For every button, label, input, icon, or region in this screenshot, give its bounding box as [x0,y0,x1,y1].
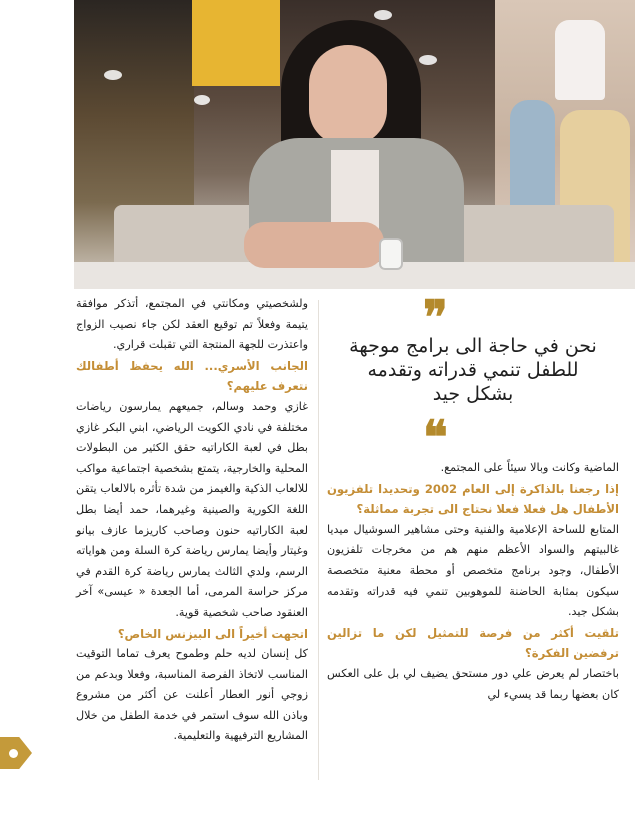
quote-open-icon: ❞ [423,290,448,344]
page-marker-tab [0,737,32,769]
person-face [309,45,387,145]
column-divider [318,300,319,780]
pull-quote [323,334,623,406]
quote-close-icon: ❝ [423,410,448,464]
pull-quote-block [323,290,623,464]
paragraph: ولشخصيتي ومكانتي في المجتمع، أتذكر موافقة يتيمة وفعلاً تم توقيع العقد لكن جاء نصيب الزواج واعتذرت للجهة المنتجة التي تقبلت قراري. [76,297,308,352]
paragraph: كل إنسان لديه حلم وطموح يعرف تماما التوقيت المناسب لاتخاذ الفرصة المناسبة، وفعلا وبدعم من زوجي أنور العطار أعلنت عن أكثر من مشروع وباذن الله سوف استمر في خدمة الطفل من خلال المشاريع الترفيهية والتعليمية. [76,647,308,743]
clothing-item [555,20,605,100]
smartwatch [379,238,403,270]
right-column [327,458,619,705]
bokeh-light [374,10,392,20]
background-sign [192,0,280,86]
pull-quote-line: للطفل تنمي قدراته وتقدمه [367,359,579,381]
pull-quote-line: نحن في حاجة الى برامج موجهة [349,335,597,357]
bokeh-light [194,95,210,105]
page-marker-dot [9,749,18,758]
question-heading: تلقيت أكثر من فرصة للتمثيل لكن ما تزالين ترفضين الفكرة؟ [327,625,619,661]
paragraph: المتابع للساحة الإعلامية والفنية وحتى مشاهير السوشيال ميديا غالبيتهم والسواد الأعظم منهم هم من مخرجات تلفزيون الأطفال، وجود برنامج متخصص أو محطة معنية متخصصة سيكون بمثابة الحاضنة للموهوبين تنمي فيه قدراته وتقدمه بشكل جيد. [327,522,619,619]
person-arm [244,222,384,268]
bokeh-light [419,55,437,65]
paragraph: باختصار لم يعرض علي دور مستحق يضيف لي بل على العكس كان بعضها ربما قد يسيء لي [327,666,619,701]
bokeh-light [104,70,122,80]
paragraph: الماضية وكانت وبالا سيئاً على المجتمع. [440,461,619,474]
pull-quote-line: بشكل جيد [432,383,514,405]
left-column [76,294,308,747]
paragraph: غازي وحمد وسالم، جميعهم يمارسون رياضات مختلفة في نادي الكويت الرياضي، ابني البكر غازي بطل في لعبة الكاراتيه حقق الكثير من البطولات المحلية والخارجية، يتمتع بشخصية اجتماعية مواكب للالعاب الذكية والغيمز من شدة تأثره بالالعاب يتقن اللغة الكورية والصينية وغيرهما، حمد أيضا بطل لعبة الكاراتيه حنون وصاحب كاريزما عازف بيانو وغيتار وأيضا يمارس رياضة كرة السلة ومن هواياته الرسم، ولدي الثالث يمارس رياضة كرة القدم في مركز حراسة المرمى، أما الجعدة « عيسى» آخر العنقود صاحب شخصية قوية. [76,399,308,619]
portrait-photo [74,0,635,289]
question-heading: إذا رجعنا بالذاكرة إلى العام 2002 وتحديدا تلفزيون الأطفال هل فعلا فعلا نحتاج الى تجربة مماثلة؟ [327,481,619,517]
question-heading: الجانب الأسري... الله يحفظ أطفالك نتعرف عليهم؟ [76,358,308,394]
question-heading: اتجهت أخيراً الى البيزنس الخاص؟ [117,626,308,641]
